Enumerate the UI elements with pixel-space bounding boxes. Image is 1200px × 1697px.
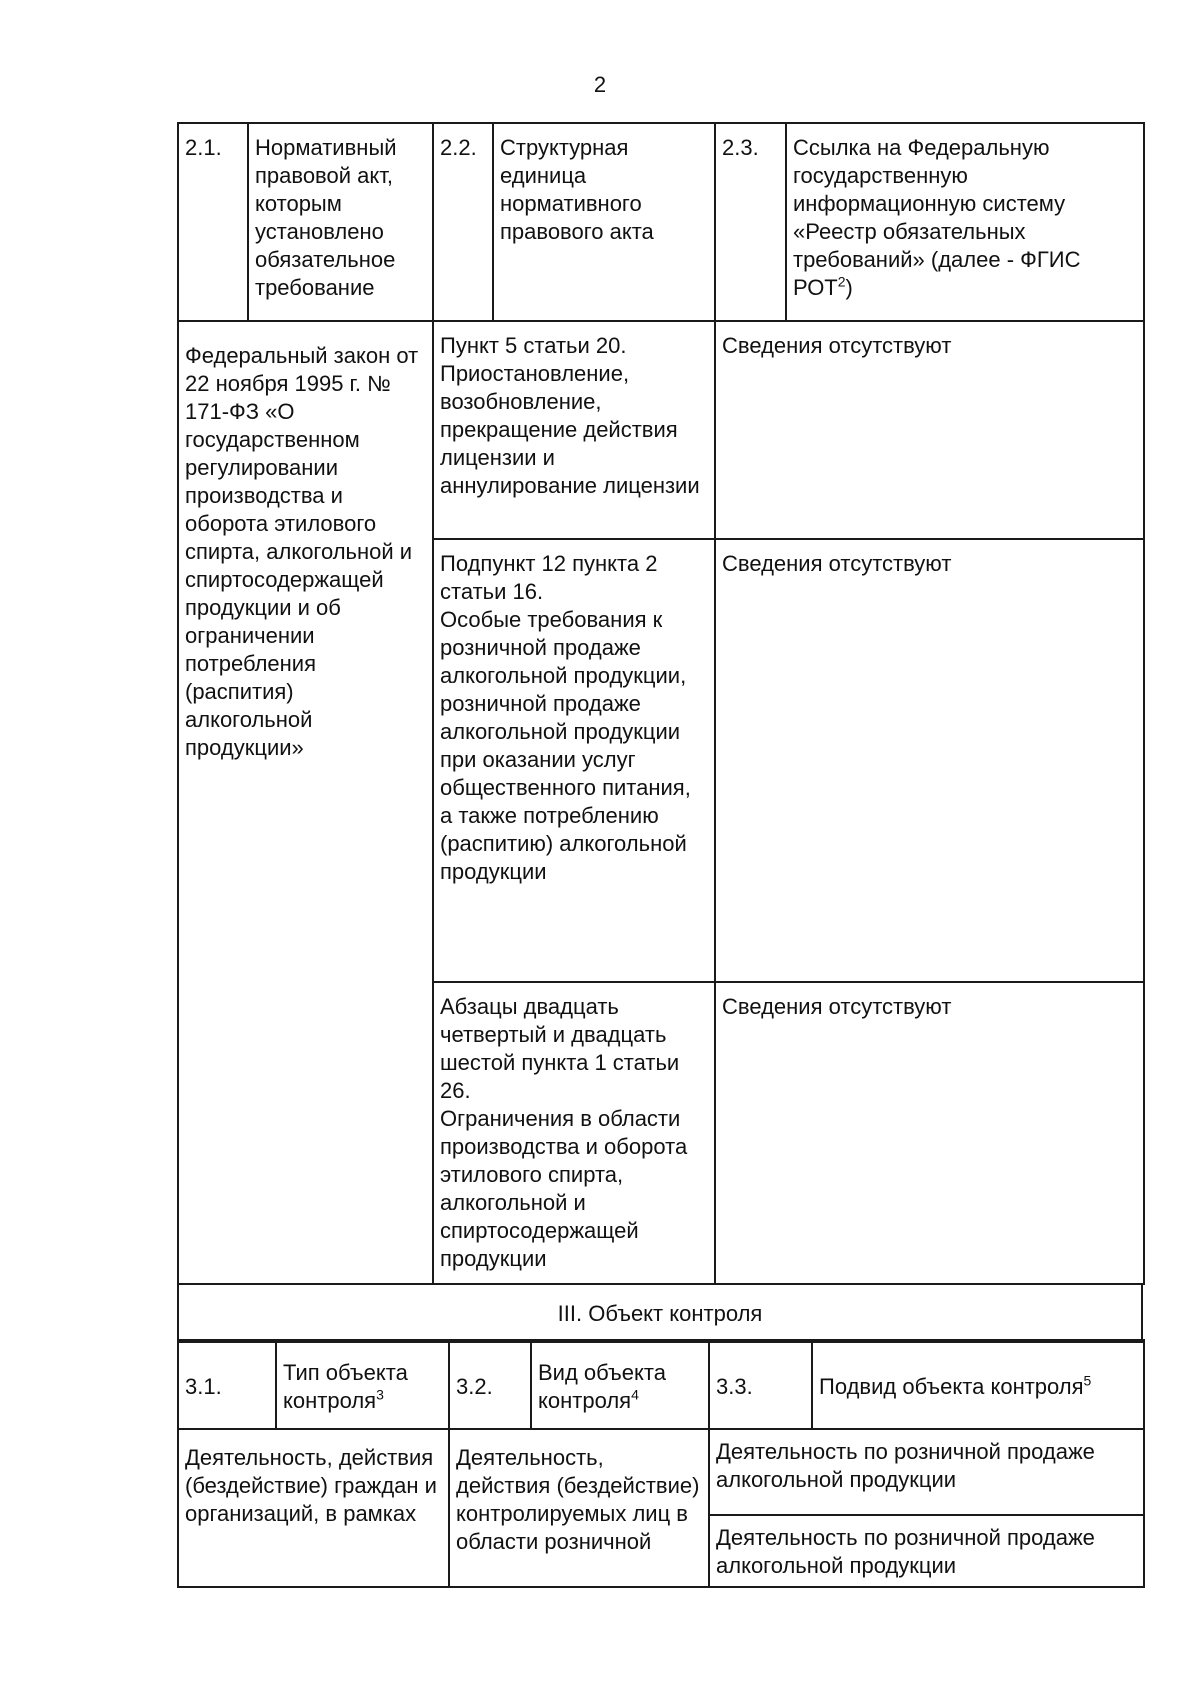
header-num-3-2: 3.2. <box>449 1340 531 1429</box>
structural-unit-cell: Подпункт 12 пункта 2 статьи 16. Особые требования к розничной продаже алкогольной продукции, розничной продаже алкогольной продукции при оказании услуг общественного питания, а также потреблению (распитию) алкогольной продукции <box>433 539 715 982</box>
fgis-link-cell: Сведения отсутствуют <box>715 321 1144 539</box>
object-kind-cell: Деятельность, действия (бездействие) контролируемых лиц в области розничной <box>449 1429 709 1587</box>
header-object-type <box>276 1340 449 1429</box>
table-row <box>178 1429 1144 1515</box>
control-object-header-table <box>177 1339 1145 1430</box>
footnote-2: 2 <box>837 273 846 290</box>
header-num-3-3: 3.3. <box>709 1340 812 1429</box>
header-num-3-1: 3.1. <box>178 1340 276 1429</box>
header-normative-act: Нормативный правовой акт, которым установлено обязательное требование <box>248 123 433 321</box>
structural-unit-cell: Пункт 5 статьи 20. Приостановление, возобновление, прекращение действия лицензии и аннулирование лицензии <box>433 321 715 539</box>
normative-act-cell <box>178 321 433 1284</box>
header-object-kind <box>531 1340 709 1429</box>
object-subkind-cell: Деятельность по розничной продаже алкогольной продукции <box>709 1429 1144 1515</box>
table-row <box>178 321 1144 539</box>
footnote-4: 4 <box>631 1386 639 1403</box>
header-object-subkind <box>812 1340 1144 1429</box>
header-num-2-1: 2.1. <box>178 123 248 321</box>
page-number: 2 <box>593 72 607 97</box>
section-title-table <box>177 1283 1143 1343</box>
header-fgis-rot-link <box>786 123 1144 321</box>
header-object-subkind-text: Подвид объекта контроля <box>819 1373 1084 1399</box>
header-row <box>178 1340 1144 1429</box>
header-structural-unit: Структурная единица нормативного правового акта <box>493 123 715 321</box>
fgis-link-cell: Сведения отсутствуют <box>715 982 1144 1284</box>
footnote-3: 3 <box>376 1386 384 1403</box>
header-object-kind-text: Вид объекта контроля <box>538 1359 666 1413</box>
header-row <box>178 123 1144 321</box>
control-object-values-table <box>177 1428 1145 1588</box>
normative-act-text: Федеральный закон от 22 ноября 1995 г. № 171-ФЗ «О государственном регулировании производства и оборота этилового спирта, алкогольной и спиртосодержащей продукции и об ограничении потребления (распития) алкогольной продукции» <box>185 343 419 760</box>
header-fgis-rot-suffix: ) <box>845 275 853 300</box>
structural-unit-cell: Абзацы двадцать четвертый и двадцать шестой пункта 1 статьи 26. Ограничения в области производства и оборота этилового спирта, алкогольной и спиртосодержащей продукции <box>433 982 715 1284</box>
header-object-type-text: Тип объекта контроля <box>283 1359 408 1413</box>
fgis-link-cell: Сведения отсутствуют <box>715 539 1144 982</box>
header-num-2-2: 2.2. <box>433 123 493 321</box>
footnote-5: 5 <box>1083 1372 1092 1389</box>
section-title: III. Объект контроля <box>178 1284 1142 1342</box>
header-num-2-3: 2.3. <box>715 123 786 321</box>
object-subkind-cell: Деятельность по розничной продаже алкогольной продукции <box>709 1515 1144 1587</box>
header-fgis-rot-text: Ссылка на Федеральную государственную информационную систему «Реестр обязательных требований» (далее - ФГИС РОТ <box>793 135 1081 300</box>
requirements-table <box>177 122 1145 1285</box>
object-type-cell: Деятельность, действия (бездействие) граждан и организаций, в рамках <box>178 1429 449 1587</box>
